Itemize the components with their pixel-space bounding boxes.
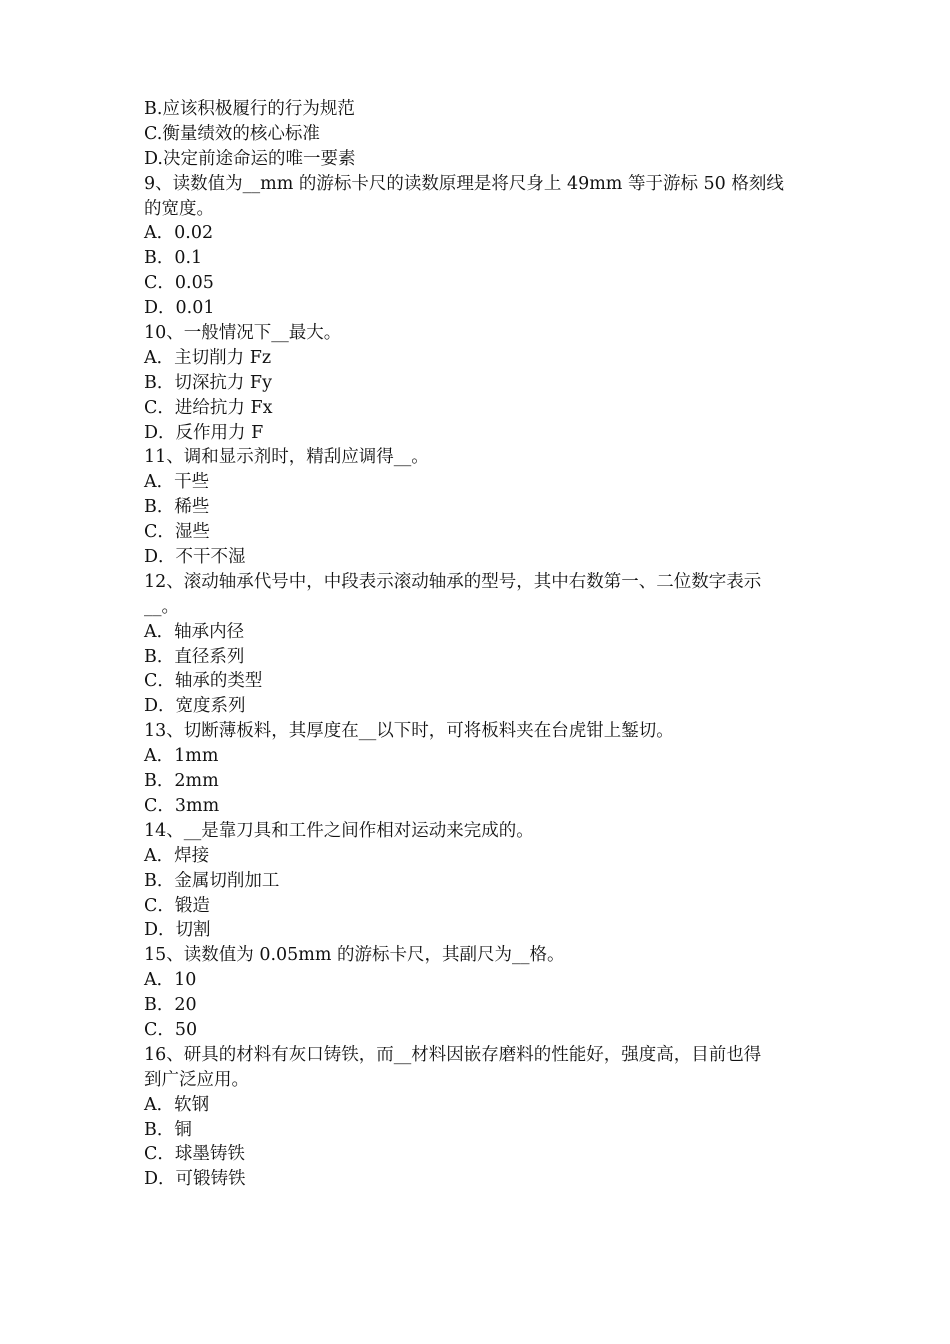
question-9-line: 的宽度。: [144, 198, 214, 219]
option-line: C．湿些: [144, 522, 210, 543]
option-line: C．进给抗力 Fx: [144, 397, 273, 418]
question-10-line: 10、一般情况下__最大。: [144, 323, 342, 344]
question-16-line: 到广泛应用。: [144, 1069, 249, 1090]
question-16-line: 16、研具的材料有灰口铸铁，而__材料因嵌存磨料的性能好，强度高，目前也得: [144, 1044, 762, 1065]
option-line: D．反作用力 F: [144, 422, 264, 443]
option-line: A．干些: [144, 472, 210, 493]
question-15-line: 15、读数值为 0.05mm 的游标卡尺，其副尺为__格。: [144, 945, 565, 966]
option-line: B．铜: [144, 1119, 192, 1140]
question-13-line: 13、切断薄板料，其厚度在__以下时，可将板料夹在台虎钳上錾切。: [144, 721, 674, 742]
option-line: D．宽度系列: [144, 696, 246, 717]
question-text-block: [144, 97, 824, 1192]
option-line: C．球墨铸铁: [144, 1144, 245, 1165]
option-line: D．不干不湿: [144, 547, 246, 568]
option-line: A．1mm: [144, 746, 219, 767]
option-line: C．轴承的类型: [144, 671, 263, 692]
question-12-line: __。: [144, 596, 179, 617]
question-9-line: 9、读数值为__mm 的游标卡尺的读数原理是将尺身上 49mm 等于游标 50 格刻线: [144, 173, 784, 194]
option-line: B．金属切削加工: [144, 870, 280, 891]
option-line: C．3mm: [144, 795, 220, 816]
option-line: C.衡量绩效的核心标准: [144, 123, 320, 144]
option-line: D．切割: [144, 920, 211, 941]
option-line: A．主切削力 Fz: [144, 347, 272, 368]
option-line: B．20: [144, 995, 197, 1016]
option-line: B．2mm: [144, 771, 219, 792]
option-line: A．0.02: [144, 223, 214, 244]
option-line: C．50: [144, 1019, 198, 1040]
option-line: D．可锻铸铁: [144, 1169, 246, 1190]
question-14-line: 14、__是靠刀具和工件之间作相对运动来完成的。: [144, 820, 534, 841]
option-line: A．轴承内径: [144, 621, 245, 642]
option-line: D．0.01: [144, 298, 215, 319]
option-line: B．直径系列: [144, 646, 245, 667]
option-line: B．稀些: [144, 497, 210, 518]
option-line: B．0.1: [144, 248, 203, 269]
question-11-line: 11、调和显示剂时，精刮应调得__。: [144, 447, 429, 468]
option-line: B．切深抗力 Fy: [144, 372, 272, 393]
option-line: D.决定前途命运的唯一要素: [144, 148, 356, 169]
option-line: B.应该积极履行的行为规范: [144, 99, 355, 119]
option-line: A．焊接: [144, 845, 210, 866]
option-line: A．软钢: [144, 1094, 210, 1115]
question-12-line: 12、滚动轴承代号中，中段表示滚动轴承的型号，其中右数第一、二位数字表示: [144, 571, 762, 592]
option-line: C．锻造: [144, 895, 210, 916]
option-line: C．0.05: [144, 273, 214, 294]
option-line: A．10: [144, 970, 197, 991]
